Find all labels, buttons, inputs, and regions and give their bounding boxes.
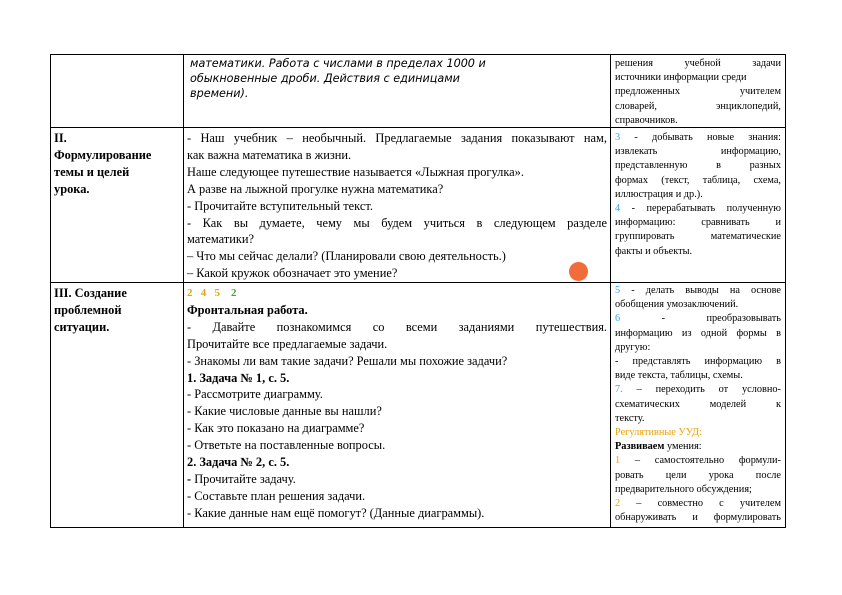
row2-line: Наше следующее путешествие называется «Лыжная прогулка». xyxy=(187,164,524,179)
row3-line: - Знакомы ли вам такие задачи? Решали мы похожие задачи? xyxy=(187,353,508,368)
row2-right-line: извлекать информацию, xyxy=(615,146,781,158)
lesson-plan-table xyxy=(50,54,786,528)
row3-right-line: информацию из одной формы в xyxy=(615,327,781,339)
row1-right-line: справочников. xyxy=(615,114,678,126)
table-divider-1 xyxy=(183,54,184,528)
stage-number: III. xyxy=(54,286,72,300)
row3-right-text: – совместно с учителем xyxy=(620,498,781,510)
stage-title-line: ситуации. xyxy=(54,319,110,334)
develop-label: Развиваем xyxy=(615,441,665,453)
row2-line: - Наш учебник – необычный. Предлагаемые задания показывают нам, xyxy=(187,131,607,145)
row2-right-line: формах (текст, таблица, схема, xyxy=(615,174,781,186)
row2-right-line xyxy=(615,202,781,216)
task-heading: 1. Задача № 1, с. 5. xyxy=(187,370,290,385)
row3-right-line: другую: xyxy=(615,341,651,353)
row3-right-line: схематических моделей к xyxy=(615,398,781,410)
row3-line: - Какие числовые данные вы нашли? xyxy=(187,404,382,419)
row3-right-line: ровать цели урока после xyxy=(615,469,781,481)
row3-right-text: – переходить от условно- xyxy=(622,384,781,396)
table-divider-2 xyxy=(610,54,611,528)
skill-number: 2 xyxy=(615,498,621,510)
row3-right-line: - представлять информацию в xyxy=(615,356,781,368)
stage-title-line xyxy=(54,285,182,302)
row3-text: Прочитайте задачу. xyxy=(191,471,296,486)
frontal-work-heading: Фронтальная работа. xyxy=(187,302,308,317)
row2-right-line: факты и объекты. xyxy=(615,245,693,257)
row3-line: - Давайте познакомимся со всеми заданиями путешествия. xyxy=(187,319,607,334)
stage-title-line: урока. xyxy=(54,181,90,196)
row2-line: - Прочитайте вступительный текст. xyxy=(187,198,373,213)
task-heading: 2. Задача № 2, с. 5. xyxy=(187,455,290,470)
stage-title-line: темы и целей xyxy=(54,164,130,179)
orange-circle-marker xyxy=(569,262,588,281)
table-border-right xyxy=(785,54,786,528)
row3-right-text: – самостоятельно формули- xyxy=(620,455,781,467)
marker-5: 5 xyxy=(214,287,220,299)
row2-right-line xyxy=(615,131,781,145)
row3-right-line: тексту. xyxy=(615,412,645,424)
dash: - xyxy=(187,471,192,486)
row2-right-cell xyxy=(615,131,781,259)
row2-right-text: - перерабатывать полученную xyxy=(620,203,781,215)
row3-stage-cell xyxy=(54,285,182,336)
row3-middle-cell xyxy=(187,285,607,522)
row2-right-line: информацию: сравнивать и xyxy=(615,217,781,229)
row2-line: как важна математика в жизни. xyxy=(187,147,352,162)
row1-right-line: предложенных учителем xyxy=(615,86,781,98)
skill-number: 5 xyxy=(615,285,621,296)
stage-number: II. xyxy=(54,131,67,145)
row3-line: - Составьте план решения задачи. xyxy=(187,488,366,503)
row2-right-text: - добывать новые знания: xyxy=(620,132,781,143)
row3-line: - Как это показано на диаграмме? xyxy=(187,421,365,436)
row2-line: математики? xyxy=(187,232,254,247)
skill-number: 4 xyxy=(615,203,621,215)
row1-right-line: решения учебной задачи xyxy=(615,58,781,69)
row2-middle-cell xyxy=(187,130,607,282)
row3-line: - Ответьте на поставленные вопросы. xyxy=(187,438,386,453)
row2-line: – Какой кружок обозначает это умение? xyxy=(187,266,398,281)
row2-right-line: группировать математические xyxy=(615,231,781,243)
row1-right-cell xyxy=(615,57,781,128)
row3-right-line xyxy=(615,284,781,298)
stage-title-text: Создание xyxy=(71,286,127,300)
row3-right-line xyxy=(615,497,781,511)
row1-middle-cell xyxy=(190,56,520,101)
row1-left-cell xyxy=(51,55,183,127)
row3-line: Прочитайте все предлагаемые задачи. xyxy=(187,336,388,351)
row1-right-line: словарей, энциклопедий, xyxy=(615,100,781,112)
row2-right-line: иллюстрация и др.). xyxy=(615,188,703,200)
marker-4: 4 xyxy=(200,287,207,299)
row3-right-line xyxy=(615,383,781,397)
row3-line: - Рассмотрите диаграмму. xyxy=(187,387,323,402)
marker-2-green: 2 xyxy=(231,287,237,299)
row3-right-line xyxy=(615,454,781,468)
skill-number: 3 xyxy=(615,132,621,143)
row3-right-line: предварительного обсуждения; xyxy=(615,483,752,495)
row3-right-line: обнаруживать и формулировать xyxy=(615,512,781,524)
row3-line xyxy=(187,471,607,488)
row2-line: - Как вы думаете, чему мы будем учиться в следующем разделе xyxy=(187,215,607,230)
row3-right-text: умения: xyxy=(664,441,702,453)
stage-title-line: проблемной xyxy=(54,302,122,317)
regulatory-heading: Регулятивные УУД: xyxy=(615,427,702,439)
skill-number: 7. xyxy=(615,384,623,396)
table-border-bottom xyxy=(50,527,786,528)
circle-markers xyxy=(187,285,607,302)
row2-line: – Что мы сейчас делали? (Планировали свою деятельность.) xyxy=(187,249,506,264)
skill-number: 1 xyxy=(615,455,621,467)
row3-right-line xyxy=(615,440,781,454)
row3-right-cell xyxy=(615,284,781,525)
row2-stage-cell xyxy=(54,130,182,198)
row3-right-line xyxy=(615,312,781,326)
marker-2: 2 xyxy=(187,287,193,299)
stage-title-line: Формулирование xyxy=(54,147,152,162)
skill-number: 6 xyxy=(615,313,621,325)
row2-right-line: представленную в разных xyxy=(615,160,781,172)
row3-right-line: обобщения умозаключений. xyxy=(615,299,739,311)
row1-middle-text: математики. Работа с числами в пределах 1000 и обыкновенные дроби. Действия с единицами времени). xyxy=(190,57,486,100)
row2-line: А разве на лыжной прогулке нужна математика? xyxy=(187,181,444,196)
row3-right-line: виде текста, таблицы, схемы. xyxy=(615,370,743,382)
row1-right-line: источники информации среди xyxy=(615,72,747,84)
row3-right-text: - преобразовывать xyxy=(620,313,781,325)
row3-right-text: - делать выводы на основе xyxy=(620,285,781,296)
row3-line: - Какие данные нам ещё помогут? (Данные диаграммы). xyxy=(187,505,485,520)
